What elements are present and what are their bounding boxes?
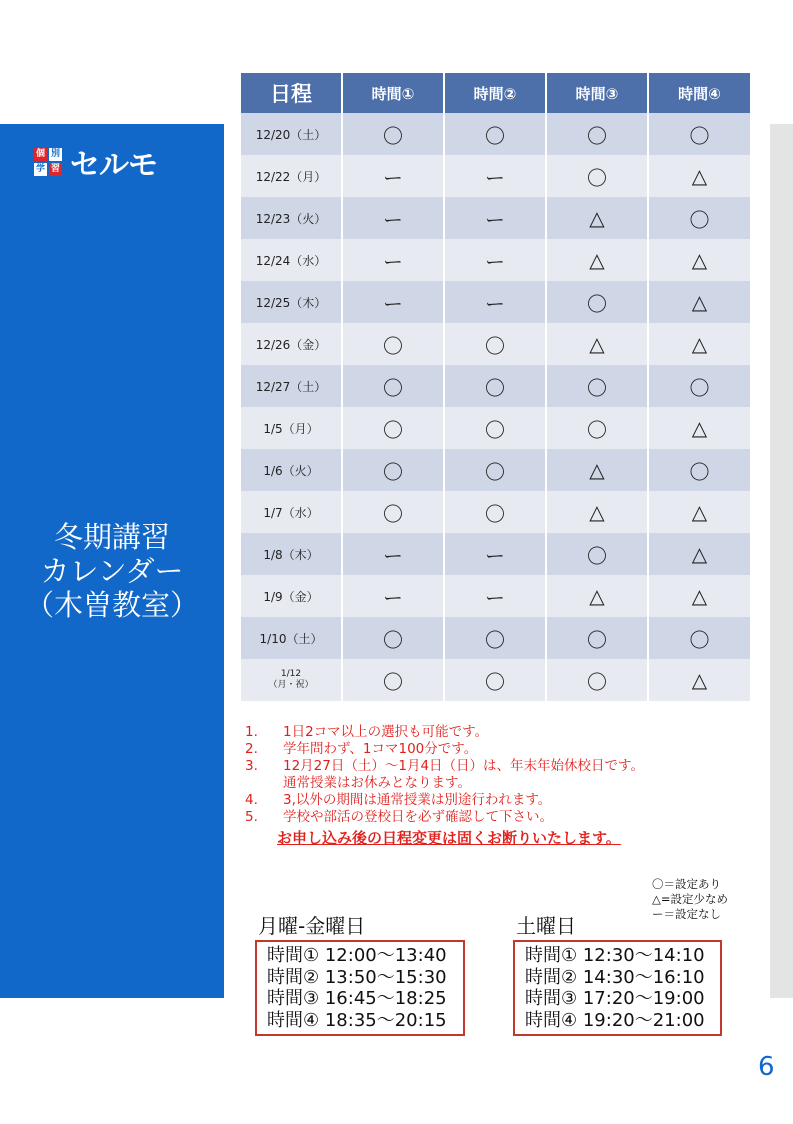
availability-mark: △ <box>648 323 751 365</box>
logo-mark <box>34 148 62 176</box>
date-label: 12/22（月） <box>255 169 327 184</box>
note-body <box>283 809 553 826</box>
availability-mark: 〇 <box>648 365 751 407</box>
table-row <box>240 281 751 323</box>
availability-mark: ー <box>342 575 444 617</box>
availability-mark: △ <box>546 323 648 365</box>
table-body <box>240 113 751 701</box>
date-cell <box>240 281 342 323</box>
header-period-2: 時間② <box>444 73 546 113</box>
table-row <box>240 155 751 197</box>
availability-mark: 〇 <box>546 407 648 449</box>
date-cell <box>240 491 342 533</box>
note-number: 5. <box>245 809 258 825</box>
time-row: 時間① 12:30～14:10 <box>525 945 705 966</box>
availability-mark: ー <box>444 239 546 281</box>
availability-mark: 〇 <box>444 491 546 533</box>
note-item <box>245 792 785 809</box>
date-label: 1/10（土） <box>259 631 323 646</box>
table-row <box>240 575 751 617</box>
availability-mark: 〇 <box>546 155 648 197</box>
date-label: 1/12 <box>280 669 302 679</box>
note-line: 12月27日（土）～1月4日（日）は、年末年始休校日です。 <box>283 758 644 774</box>
logo-name: セルモ <box>70 148 157 183</box>
table-row <box>240 617 751 659</box>
date-cell <box>240 365 342 407</box>
availability-mark: ー <box>444 281 546 323</box>
note-number: 2. <box>245 741 258 757</box>
availability-mark: 〇 <box>342 491 444 533</box>
date-label: 12/26（金） <box>255 337 327 352</box>
date-sublabel: （月・祝） <box>268 680 314 690</box>
date-cell <box>240 113 342 155</box>
legend-item: 〇＝設定あり <box>652 877 721 891</box>
note-line: 学年問わず、1コマ100分です。 <box>283 741 478 757</box>
time-row: 時間② 14:30～16:10 <box>525 966 705 988</box>
header-period-3: 時間③ <box>546 73 648 113</box>
availability-mark: 〇 <box>342 449 444 491</box>
side-title <box>0 520 224 622</box>
logo-char: 学 <box>35 164 45 174</box>
notes <box>245 724 785 847</box>
date-label: 1/7（水） <box>263 505 319 520</box>
availability-mark: 〇 <box>546 659 648 701</box>
table-row <box>240 365 751 407</box>
schedule-table <box>239 73 752 701</box>
availability-mark: 〇 <box>546 365 648 407</box>
note-item <box>245 741 785 758</box>
note-item <box>245 809 785 826</box>
note-body <box>283 792 551 809</box>
date-cell <box>240 575 342 617</box>
date-cell <box>240 533 342 575</box>
note-line: 3,以外の期間は通常授業は別途行われます。 <box>283 792 552 808</box>
availability-mark: 〇 <box>546 113 648 155</box>
availability-mark: △ <box>546 239 648 281</box>
availability-mark: △ <box>546 449 648 491</box>
availability-mark: ー <box>342 281 444 323</box>
availability-mark: △ <box>648 575 751 617</box>
date-cell <box>240 197 342 239</box>
time-row: 時間① 12:00～13:40 <box>267 945 447 966</box>
header-period-1: 時間① <box>342 73 444 113</box>
note-item <box>245 758 785 792</box>
saturday-times <box>513 940 722 1036</box>
side-title-line: カレンダー <box>40 554 184 588</box>
note-number: 3. <box>245 758 258 774</box>
table-row <box>240 533 751 575</box>
side-title-line: （木曽教室） <box>24 588 199 622</box>
note-line: 通常授業はお休みとなります。 <box>283 775 471 791</box>
date-label: 12/25（木） <box>255 295 327 310</box>
note-number: 1. <box>245 724 258 740</box>
table-row <box>240 491 751 533</box>
availability-mark: ー <box>444 155 546 197</box>
right-strip <box>770 124 793 998</box>
legend <box>652 877 728 922</box>
availability-mark: △ <box>648 491 751 533</box>
availability-mark: △ <box>546 197 648 239</box>
date-label: 12/24（水） <box>255 253 327 268</box>
availability-mark: △ <box>546 575 648 617</box>
table-row <box>240 197 751 239</box>
availability-mark: △ <box>648 533 751 575</box>
time-row: 時間③ 16:45～18:25 <box>267 988 447 1009</box>
availability-mark: 〇 <box>648 197 751 239</box>
header-period-4: 時間④ <box>648 73 751 113</box>
date-cell <box>240 617 342 659</box>
date-cell <box>240 407 342 449</box>
availability-mark: 〇 <box>546 281 648 323</box>
table-row <box>240 407 751 449</box>
date-cell <box>240 239 342 281</box>
table-row <box>240 239 751 281</box>
date-label: 1/5（月） <box>263 421 319 436</box>
date-label: 1/9（金） <box>263 589 319 604</box>
availability-mark: 〇 <box>444 323 546 365</box>
logo-char: 習 <box>50 164 60 174</box>
availability-mark: △ <box>648 659 751 701</box>
availability-mark: 〇 <box>444 659 546 701</box>
availability-mark: 〇 <box>342 365 444 407</box>
availability-mark: △ <box>648 155 751 197</box>
availability-mark: 〇 <box>444 407 546 449</box>
header-date: 日程 <box>240 73 342 113</box>
date-cell <box>240 323 342 365</box>
availability-mark: 〇 <box>342 617 444 659</box>
availability-mark: 〇 <box>444 365 546 407</box>
availability-mark: △ <box>648 407 751 449</box>
side-title-line: 冬期講習 <box>53 520 170 554</box>
note-item <box>245 724 785 741</box>
legend-item: △=設定少なめ <box>652 892 728 906</box>
availability-mark: 〇 <box>444 113 546 155</box>
note-line: 1日2コマ以上の選択も可能です。 <box>283 724 489 740</box>
table-header-row <box>240 73 751 113</box>
logo-char: 別 <box>50 149 60 159</box>
page-number: 6 <box>758 1052 775 1082</box>
table-row <box>240 113 751 155</box>
note-body <box>283 758 644 792</box>
logo-char: 個 <box>35 149 45 159</box>
date-cell <box>240 155 342 197</box>
logo <box>34 140 157 184</box>
availability-mark: 〇 <box>546 533 648 575</box>
availability-mark: 〇 <box>444 449 546 491</box>
availability-mark: 〇 <box>648 113 751 155</box>
availability-mark: ー <box>342 239 444 281</box>
availability-mark: 〇 <box>342 659 444 701</box>
date-cell <box>240 659 342 701</box>
saturday-heading: 土曜日 <box>516 914 576 938</box>
notes-warning: お申し込み後の日程変更は固くお断りいたします。 <box>277 829 621 847</box>
availability-mark: △ <box>648 239 751 281</box>
availability-mark: △ <box>648 281 751 323</box>
note-line: 学校や部活の登校日を必ず確認して下さい。 <box>283 809 553 825</box>
availability-mark: 〇 <box>342 323 444 365</box>
time-row: 時間③ 17:20～19:00 <box>525 988 705 1009</box>
availability-mark: ー <box>444 533 546 575</box>
availability-mark: 〇 <box>648 449 751 491</box>
note-body <box>283 724 488 741</box>
date-label: 12/27（土） <box>255 379 327 394</box>
weekday-heading: 月曜-金曜日 <box>258 914 366 938</box>
availability-mark: ー <box>444 575 546 617</box>
availability-mark: ー <box>444 197 546 239</box>
availability-mark: 〇 <box>342 113 444 155</box>
availability-mark: 〇 <box>546 617 648 659</box>
date-label: 12/20（土） <box>255 127 327 142</box>
notes-list <box>245 724 785 826</box>
weekday-times <box>255 940 465 1036</box>
availability-mark: ー <box>342 533 444 575</box>
time-row: 時間② 13:50～15:30 <box>267 966 447 988</box>
availability-mark: ー <box>342 197 444 239</box>
note-body <box>283 741 477 758</box>
availability-mark: ー <box>342 155 444 197</box>
time-row: 時間④ 18:35～20:15 <box>267 1009 447 1031</box>
availability-mark: 〇 <box>444 617 546 659</box>
legend-item: ー＝設定なし <box>652 907 721 921</box>
availability-mark: 〇 <box>342 407 444 449</box>
note-number: 4. <box>245 792 258 808</box>
date-label: 1/8（木） <box>263 547 319 562</box>
table-row <box>240 659 751 701</box>
table-row <box>240 323 751 365</box>
date-label: 12/23（火） <box>255 211 327 226</box>
date-cell <box>240 449 342 491</box>
date-label: 1/6（火） <box>263 463 319 478</box>
side-panel <box>0 124 224 998</box>
time-row: 時間④ 19:20～21:00 <box>525 1009 705 1031</box>
table-row <box>240 449 751 491</box>
availability-mark: 〇 <box>648 617 751 659</box>
availability-mark: △ <box>546 491 648 533</box>
